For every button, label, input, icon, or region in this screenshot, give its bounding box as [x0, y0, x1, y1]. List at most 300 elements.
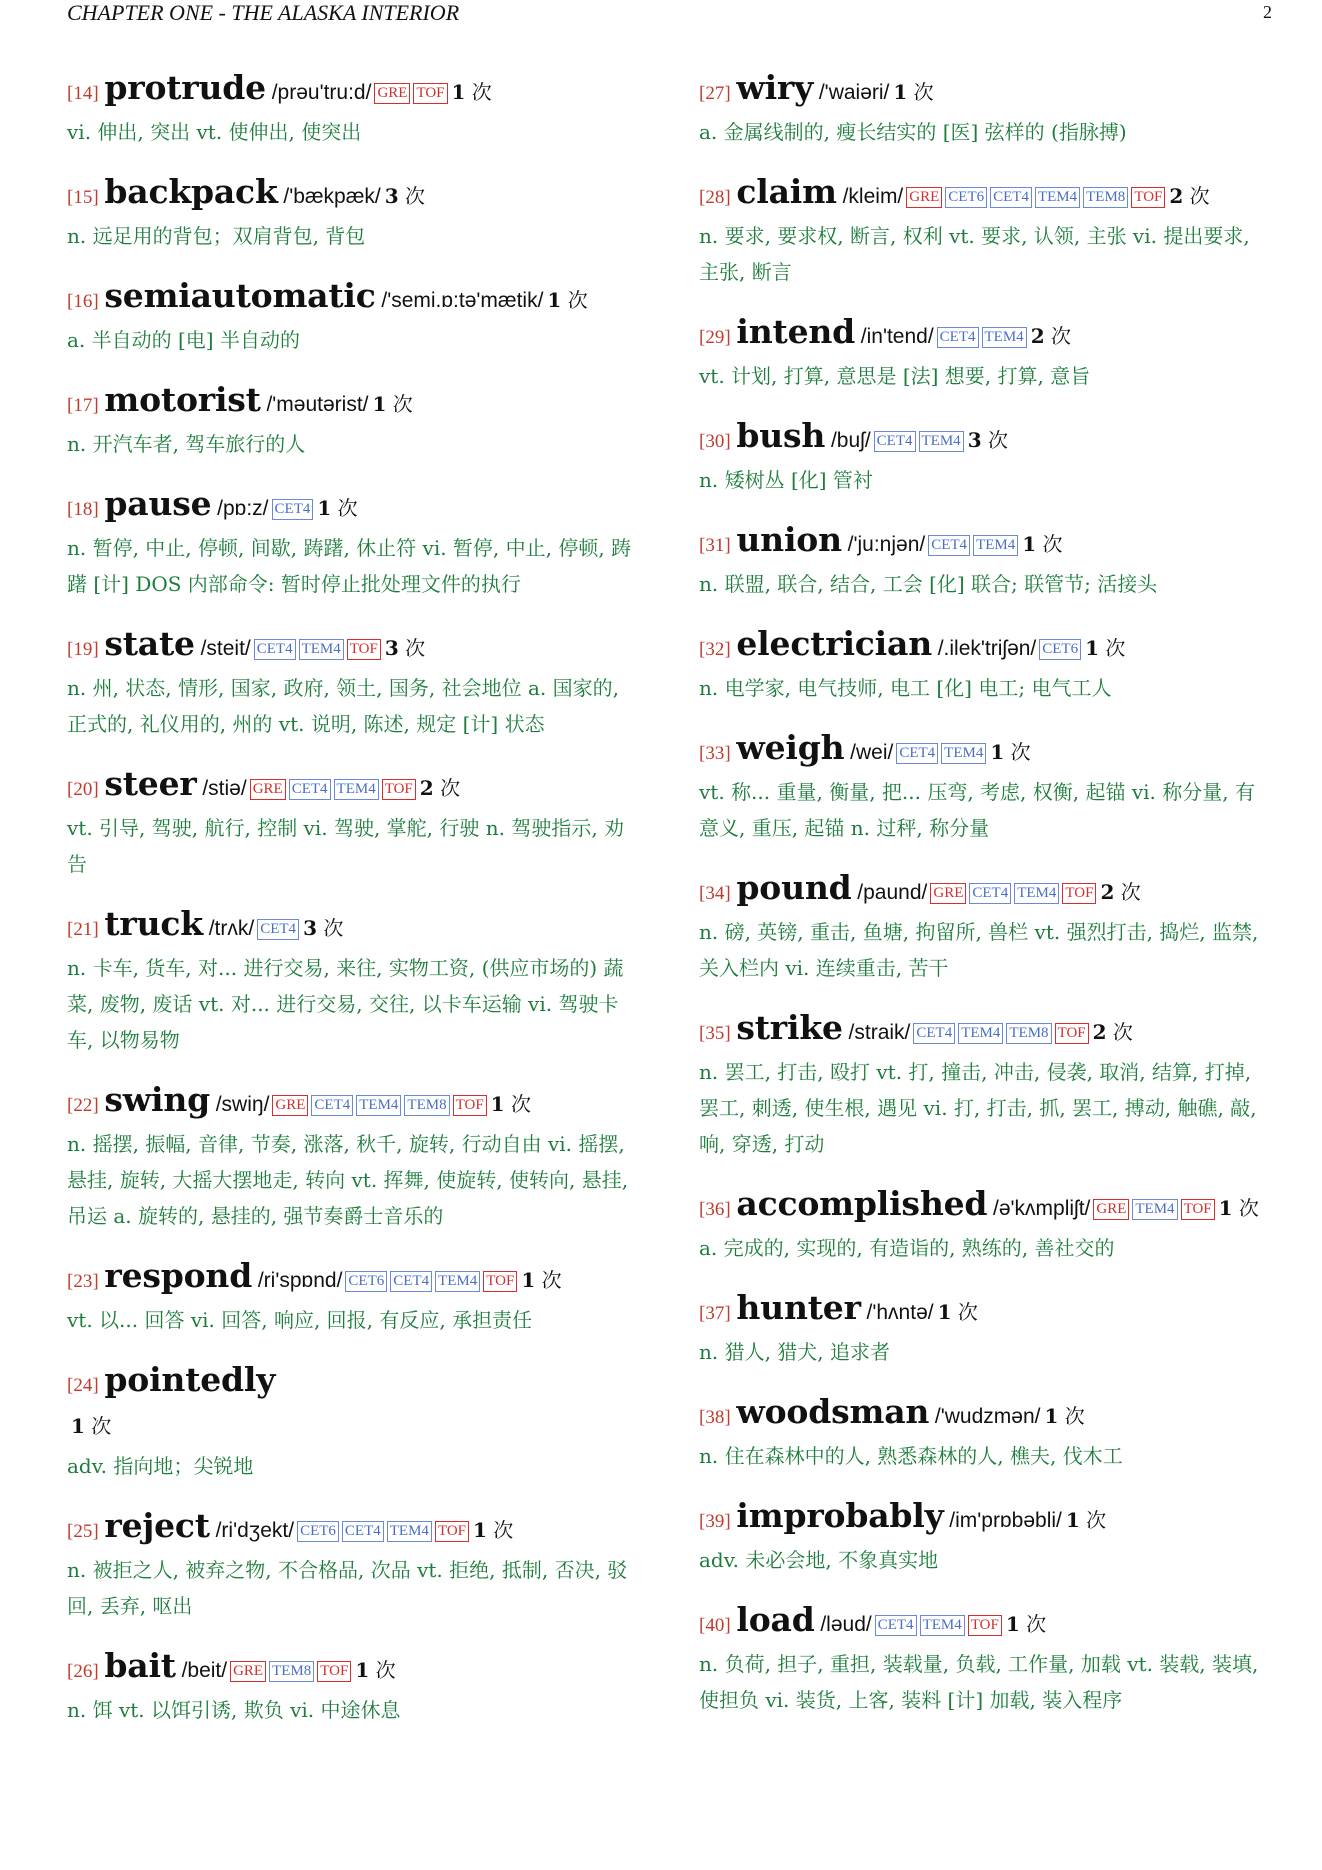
- count-value: 2: [1169, 184, 1184, 208]
- vocab-entry: [699, 868, 1274, 986]
- exam-tag: CET6: [1039, 639, 1081, 660]
- count-unit: 次: [1105, 636, 1126, 660]
- headword: respond: [104, 1256, 253, 1295]
- headword-line: [699, 1600, 1274, 1646]
- definition: vt. 引导, 驾驶, 航行, 控制 vi. 驾驶, 掌舵, 行驶 n. 驾驶指示, 劝告: [67, 816, 625, 876]
- count-unit: 次: [913, 80, 934, 104]
- vocab-entry: [699, 728, 1274, 846]
- headword: weigh: [736, 728, 845, 767]
- phonetic: /in'tend/: [860, 325, 934, 348]
- definition: n. 被拒之人, 被弃之物, 不合格品, 次品 vt. 拒绝, 抵制, 否决, 驳回, 丢弃, 呕出: [67, 1558, 628, 1618]
- count-value: 2: [1030, 324, 1045, 348]
- phonetic: /straik/: [848, 1021, 911, 1044]
- entry-number: [15]: [67, 187, 99, 208]
- definition: n. 开汽车者, 驾车旅行的人: [67, 432, 306, 456]
- definition: vt. 计划, 打算, 意思是 [法] 想要, 打算, 意旨: [699, 364, 1091, 388]
- definition: n. 负荷, 担子, 重担, 装载量, 负载, 工作量, 加载 vt. 装载, 装填, 使担负 vi. 装货, 上客, 装料 [计] 加载, 装入程序: [699, 1652, 1259, 1712]
- entry-number: [37]: [699, 1303, 731, 1324]
- exam-tag: GRE: [230, 1661, 266, 1682]
- page-header: [0, 0, 1322, 30]
- exam-tag: TEM8: [269, 1661, 314, 1682]
- phonetic: /ri'spɒnd/: [257, 1269, 343, 1292]
- definition: n. 饵 vt. 以饵引诱, 欺负 vi. 中途休息: [67, 1698, 401, 1722]
- exam-tag: GRE: [906, 187, 942, 208]
- count-unit: 次: [567, 288, 588, 312]
- frequency-count: [473, 1518, 513, 1542]
- phonetic: /'ju:njən/: [847, 533, 926, 556]
- headword-line: [67, 1360, 642, 1448]
- entry-number: [22]: [67, 1095, 99, 1116]
- headword: hunter: [736, 1288, 861, 1327]
- count-unit: 次: [493, 1518, 514, 1542]
- vocab-entry: [699, 624, 1274, 706]
- exam-tag: CET4: [969, 883, 1011, 904]
- entry-number: [30]: [699, 431, 731, 452]
- vocab-entry: [67, 1506, 642, 1624]
- headword-line: [67, 764, 642, 810]
- vocab-entry: [67, 380, 642, 462]
- frequency-count: [355, 1658, 395, 1682]
- headword: woodsman: [736, 1392, 930, 1431]
- exam-tag: GRE: [272, 1095, 308, 1116]
- count-unit: 次: [1120, 880, 1141, 904]
- exam-tag: CET6: [297, 1521, 339, 1542]
- count-unit: 次: [91, 1414, 112, 1438]
- phonetic: /'hʌntə/: [866, 1301, 934, 1324]
- frequency-count: [1022, 532, 1062, 556]
- definition: n. 暂停, 中止, 停顿, 间歇, 踌躇, 休止符 vi. 暂停, 中止, 停顿, 踌躇 [计] DOS 内部命令: 暂时停止批处理文件的执行: [67, 536, 632, 596]
- headword-line: [67, 1256, 642, 1302]
- exam-tag: CET4: [990, 187, 1032, 208]
- count-unit: 次: [1238, 1196, 1259, 1220]
- entry-number: [33]: [699, 743, 731, 764]
- exam-tag: CET4: [928, 535, 970, 556]
- exam-tag: TEM4: [387, 1521, 432, 1542]
- frequency-count: [938, 1300, 978, 1324]
- headword: intend: [736, 312, 856, 351]
- definition: adv. 指向地；尖锐地: [67, 1454, 254, 1478]
- count-value: 1: [1085, 636, 1100, 660]
- headword-line: [699, 1008, 1274, 1054]
- headword: backpack: [104, 172, 278, 211]
- entry-number: [21]: [67, 919, 99, 940]
- count-value: 2: [419, 776, 434, 800]
- frequency-count: [893, 80, 933, 104]
- exam-tag: TEM4: [958, 1023, 1003, 1044]
- headword: semiautomatic: [104, 276, 376, 315]
- count-value: 1: [1022, 532, 1037, 556]
- frequency-count: [71, 1414, 111, 1438]
- exam-tag: TEM4: [1014, 883, 1059, 904]
- exam-tag: CET4: [289, 779, 331, 800]
- entry-number: [14]: [67, 83, 99, 104]
- entry-number: [36]: [699, 1199, 731, 1220]
- exam-tag: CET4: [913, 1023, 955, 1044]
- definition: vt. 称... 重量, 衡量, 把... 压弯, 考虑, 权衡, 起锚 vi. 称分量, 有意义, 重压, 起锚 n. 过秤, 称分量: [699, 780, 1255, 840]
- exam-tag: GRE: [374, 83, 410, 104]
- headword-line: [699, 312, 1274, 358]
- headword: union: [736, 520, 842, 559]
- headword: protrude: [104, 68, 266, 107]
- vocab-entry: [699, 312, 1274, 394]
- phonetic: /'semi.ɒ:tə'mætik/: [381, 289, 544, 312]
- right-column: [699, 68, 1274, 1740]
- headword-line: [699, 520, 1274, 566]
- count-value: 2: [1092, 1020, 1107, 1044]
- exam-tag: CET4: [272, 499, 314, 520]
- count-value: 3: [384, 636, 399, 660]
- frequency-count: [385, 636, 425, 660]
- exam-tag: GRE: [930, 883, 966, 904]
- phonetic: /swiŋ/: [215, 1093, 270, 1116]
- exam-tag: TEM4: [920, 1615, 965, 1636]
- entry-number: [32]: [699, 639, 731, 660]
- frequency-count: [491, 1092, 531, 1116]
- exam-tag: TEM4: [982, 327, 1027, 348]
- exam-tag: TOF: [453, 1095, 487, 1116]
- exam-tag: CET4: [342, 1521, 384, 1542]
- frequency-count: [385, 184, 425, 208]
- vocab-entry: [699, 1288, 1274, 1370]
- vocab-entry: [699, 1392, 1274, 1474]
- definition: n. 住在森林中的人, 熟悉森林的人, 樵夫, 伐木工: [699, 1444, 1123, 1468]
- frequency-count: [1044, 1404, 1084, 1428]
- headword-line: [67, 1506, 642, 1552]
- exam-tag: CET4: [896, 743, 938, 764]
- frequency-count: [373, 392, 413, 416]
- exam-tag: TOF: [968, 1615, 1002, 1636]
- entry-number: [28]: [699, 187, 731, 208]
- vocab-entry: [67, 68, 642, 150]
- entry-number: [24]: [67, 1375, 99, 1396]
- headword: strike: [736, 1008, 843, 1047]
- headword-line: [67, 68, 642, 114]
- vocab-entry: [67, 904, 642, 1058]
- count-value: 1: [317, 496, 332, 520]
- definition: n. 卡车, 货车, 对... 进行交易, 来往, 实物工资, (供应市场的) 蔬菜, 废物, 废话 vt. 对... 进行交易, 交往, 以卡车运输 vi. 驾驶卡车, 以物易物: [67, 956, 624, 1052]
- headword: truck: [104, 904, 203, 943]
- headword: motorist: [104, 380, 261, 419]
- definition: n. 联盟, 联合, 结合, 工会 [化] 联合; 联管节; 活接头: [699, 572, 1158, 596]
- entry-number: [16]: [67, 291, 99, 312]
- definition: n. 摇摆, 振幅, 音律, 节奏, 涨落, 秋千, 旋转, 行动自由 vi. 摇摆, 悬挂, 旋转, 大摇大摆地走, 转向 vt. 挥舞, 使旋转, 使转向, 悬挂, 吊运 a. 旋转的, 悬挂的, 强节奏爵士音乐的: [67, 1132, 629, 1228]
- vocab-entry: [699, 520, 1274, 602]
- entry-number: [35]: [699, 1023, 731, 1044]
- count-unit: 次: [392, 392, 413, 416]
- exam-tag: TOF: [413, 83, 447, 104]
- definition: n. 远足用的背包；双肩背包, 背包: [67, 224, 366, 248]
- page-number: 2: [1263, 2, 1272, 22]
- exam-tag: TOF: [382, 779, 416, 800]
- exam-tag: TEM4: [299, 639, 344, 660]
- definition: n. 要求, 要求权, 断言, 权利 vt. 要求, 认领, 主张 vi. 提出要求, 主张, 断言: [699, 224, 1250, 284]
- exam-tag: TEM8: [1006, 1023, 1051, 1044]
- headword: wiry: [736, 68, 814, 107]
- exam-tag: TOF: [435, 1521, 469, 1542]
- entry-number: [39]: [699, 1511, 731, 1532]
- phonetic: /buʃ/: [830, 429, 871, 452]
- phonetic: /steit/: [200, 637, 251, 660]
- phonetic: /.ilek'triʃən/: [937, 637, 1037, 660]
- exam-tag: TOF: [1055, 1023, 1089, 1044]
- headword: electrician: [736, 624, 932, 663]
- phonetic: /'bækpæk/: [283, 185, 381, 208]
- phonetic: /wei/: [850, 741, 894, 764]
- count-value: 1: [1005, 1612, 1020, 1636]
- entry-number: [23]: [67, 1271, 99, 1292]
- definition: n. 矮树丛 [化] 管衬: [699, 468, 873, 492]
- count-value: 1: [547, 288, 562, 312]
- phonetic: /'wudzmən/: [934, 1405, 1041, 1428]
- headword: bait: [104, 1646, 176, 1685]
- exam-tag: TEM4: [1035, 187, 1080, 208]
- exam-tag: CET4: [254, 639, 296, 660]
- frequency-count: [1085, 636, 1125, 660]
- entry-number: [34]: [699, 883, 731, 904]
- headword: pause: [104, 484, 212, 523]
- count-value: 1: [71, 1414, 85, 1438]
- vocab-entry: [699, 1184, 1274, 1266]
- exam-tag: TOF: [317, 1661, 351, 1682]
- headword-line: [699, 1392, 1274, 1438]
- frequency-count: [1219, 1196, 1259, 1220]
- count-value: 1: [1065, 1508, 1080, 1532]
- phonetic: /'waiəri/: [818, 81, 890, 104]
- exam-tag: TEM4: [334, 779, 379, 800]
- phonetic: /im'prɒbəbli/: [949, 1509, 1062, 1532]
- count-value: 1: [990, 740, 1005, 764]
- exam-tag: TOF: [483, 1271, 517, 1292]
- exam-tag: CET4: [257, 919, 299, 940]
- headword: pointedly: [104, 1360, 276, 1399]
- headword: accomplished: [736, 1184, 988, 1223]
- entry-number: [38]: [699, 1407, 731, 1428]
- count-value: 3: [384, 184, 399, 208]
- entry-number: [18]: [67, 499, 99, 520]
- exam-tag: TOF: [1062, 883, 1096, 904]
- definition: n. 电学家, 电气技师, 电工 [化] 电工; 电气工人: [699, 676, 1112, 700]
- frequency-count: [452, 80, 492, 104]
- headword: state: [104, 624, 195, 663]
- vocab-entry: [67, 172, 642, 254]
- count-unit: 次: [1189, 184, 1210, 208]
- count-unit: 次: [375, 1658, 396, 1682]
- frequency-count: [420, 776, 460, 800]
- definition: n. 磅, 英镑, 重击, 鱼塘, 拘留所, 兽栏 vt. 强烈打击, 捣烂, 监禁, 关入栏内 vi. 连续重击, 苦干: [699, 920, 1259, 980]
- exam-tag: TEM4: [435, 1271, 480, 1292]
- count-value: 1: [937, 1300, 952, 1324]
- headword-line: [67, 1080, 642, 1126]
- frequency-count: [303, 916, 343, 940]
- headword: reject: [104, 1506, 210, 1545]
- entry-number: [29]: [699, 327, 731, 348]
- vocab-entry: [67, 624, 642, 742]
- vocab-entry: [699, 416, 1274, 498]
- headword-line: [699, 868, 1274, 914]
- count-unit: 次: [323, 916, 344, 940]
- vocab-entry: [67, 1080, 642, 1234]
- headword-line: [699, 172, 1274, 218]
- exam-tag: TOF: [1131, 187, 1165, 208]
- phonetic: /pɒ:z/: [217, 497, 269, 520]
- count-value: 1: [473, 1518, 487, 1542]
- frequency-count: [317, 496, 357, 520]
- exam-tag: CET4: [937, 327, 979, 348]
- vocab-entry: [699, 68, 1274, 150]
- count-unit: 次: [510, 1092, 531, 1116]
- entry-number: [20]: [67, 779, 99, 800]
- headword-line: [699, 1288, 1274, 1334]
- frequency-count: [1169, 184, 1209, 208]
- count-unit: 次: [405, 636, 426, 660]
- definition: n. 州, 状态, 情形, 国家, 政府, 领土, 国务, 社会地位 a. 国家的, 正式的, 礼仪用的, 州的 vt. 说明, 陈述, 规定 [计] 状态: [67, 676, 619, 736]
- headword-line: [67, 624, 642, 670]
- entry-number: [40]: [699, 1615, 731, 1636]
- headword-line: [67, 380, 642, 426]
- entry-number: [26]: [67, 1661, 99, 1682]
- count-unit: 次: [1026, 1612, 1047, 1636]
- vocab-entry: [699, 1496, 1274, 1578]
- count-unit: 次: [1010, 740, 1031, 764]
- exam-tag: CET6: [345, 1271, 387, 1292]
- count-value: 1: [451, 80, 466, 104]
- headword-line: [699, 728, 1274, 774]
- definition: adv. 未必会地, 不象真实地: [699, 1548, 939, 1572]
- chapter-title: CHAPTER ONE - THE ALASKA INTERIOR: [67, 0, 460, 25]
- headword: steer: [104, 764, 197, 803]
- headword: bush: [736, 416, 826, 455]
- phonetic: /ri'dʒekt/: [215, 1519, 295, 1542]
- exam-tag: TEM4: [941, 743, 986, 764]
- headword-line: [699, 416, 1274, 462]
- headword: claim: [736, 172, 837, 211]
- vocab-entry: [67, 484, 642, 602]
- exam-tag: TEM4: [356, 1095, 401, 1116]
- headword: swing: [104, 1080, 210, 1119]
- phonetic: /prəu'tru:d/: [271, 81, 372, 104]
- count-unit: 次: [541, 1268, 562, 1292]
- exam-tag: TEM8: [1083, 187, 1128, 208]
- entry-number: [17]: [67, 395, 99, 416]
- headword-line: [67, 1646, 642, 1692]
- exam-tag: TOF: [1181, 1199, 1215, 1220]
- definition: a. 半自动的 [电] 半自动的: [67, 328, 300, 352]
- count-value: 1: [490, 1092, 505, 1116]
- entry-number: [27]: [699, 83, 731, 104]
- count-value: 3: [967, 428, 982, 452]
- frequency-count: [990, 740, 1030, 764]
- frequency-count: [1031, 324, 1071, 348]
- phonetic: /trʌk/: [208, 917, 255, 940]
- headword-line: [67, 904, 642, 950]
- exam-tag: TEM4: [919, 431, 964, 452]
- count-unit: 次: [1112, 1020, 1133, 1044]
- vocab-entry: [67, 764, 642, 882]
- exam-tag: GRE: [1093, 1199, 1129, 1220]
- left-column: [67, 68, 642, 1750]
- count-value: 1: [521, 1268, 536, 1292]
- count-unit: 次: [957, 1300, 978, 1324]
- vocab-entry: [67, 1360, 642, 1484]
- vocab-entry: [67, 1646, 642, 1728]
- count-unit: 次: [1064, 1404, 1085, 1428]
- exam-tag: CET6: [945, 187, 987, 208]
- headword: load: [736, 1600, 815, 1639]
- frequency-count: [547, 288, 587, 312]
- frequency-count: [968, 428, 1008, 452]
- headword-line: [699, 68, 1274, 114]
- definition: a. 完成的, 实现的, 有造诣的, 熟练的, 善社交的: [699, 1236, 1115, 1260]
- headword: improbably: [736, 1496, 944, 1535]
- exam-tag: GRE: [250, 779, 286, 800]
- entry-number: [25]: [67, 1521, 99, 1542]
- frequency-count: [1100, 880, 1140, 904]
- vocab-entry: [699, 1008, 1274, 1162]
- phonetic: /stiə/: [202, 777, 247, 800]
- exam-tag: TEM8: [404, 1095, 449, 1116]
- definition: vt. 以... 回答 vi. 回答, 响应, 回报, 有反应, 承担责任: [67, 1308, 533, 1332]
- vocab-entry: [67, 1256, 642, 1338]
- count-value: 1: [893, 80, 908, 104]
- count-unit: 次: [471, 80, 492, 104]
- headword-line: [699, 624, 1274, 670]
- entry-number: [19]: [67, 639, 99, 660]
- exam-tag: TEM4: [1132, 1199, 1177, 1220]
- exam-tag: CET4: [311, 1095, 353, 1116]
- exam-tag: CET4: [875, 1615, 917, 1636]
- definition: a. 金属线制的, 瘦长结实的 [医] 弦样的 (指脉搏): [699, 120, 1127, 144]
- exam-tag: TEM4: [973, 535, 1018, 556]
- frequency-count: [1093, 1020, 1133, 1044]
- count-unit: 次: [440, 776, 461, 800]
- headword-line: [67, 172, 642, 218]
- frequency-count: [521, 1268, 561, 1292]
- count-value: 2: [1100, 880, 1115, 904]
- vocab-entry: [699, 1600, 1274, 1718]
- definition: n. 罢工, 打击, 殴打 vt. 打, 撞击, 冲击, 侵袭, 取消, 结算, 打掉, 罢工, 刺透, 使生根, 遇见 vi. 打, 打击, 抓, 罢工, 搏动, 触礁, 敲, 响, 穿透, 打动: [699, 1060, 1257, 1156]
- headword-line: [699, 1184, 1274, 1230]
- exam-tag: TOF: [347, 639, 381, 660]
- phonetic: /ləud/: [820, 1613, 872, 1636]
- definition: vi. 伸出, 突出 vt. 使伸出, 使突出: [67, 120, 362, 144]
- definition: n. 猎人, 猎犬, 追求者: [699, 1340, 891, 1364]
- count-unit: 次: [987, 428, 1008, 452]
- count-unit: 次: [1050, 324, 1071, 348]
- count-value: 3: [303, 916, 317, 940]
- headword-line: [67, 484, 642, 530]
- count-unit: 次: [1042, 532, 1063, 556]
- count-unit: 次: [405, 184, 426, 208]
- count-value: 1: [1044, 1404, 1059, 1428]
- phonetic: /beit/: [181, 1659, 228, 1682]
- count-unit: 次: [1086, 1508, 1107, 1532]
- phonetic: /'məutərist/: [266, 393, 369, 416]
- frequency-count: [1066, 1508, 1106, 1532]
- vocab-entry: [699, 172, 1274, 290]
- count-unit: 次: [337, 496, 358, 520]
- entry-number: [31]: [699, 535, 731, 556]
- phonetic: /kleim/: [842, 185, 904, 208]
- exam-tag: CET4: [390, 1271, 432, 1292]
- frequency-count: [1006, 1612, 1046, 1636]
- count-value: 1: [1218, 1196, 1233, 1220]
- headword-line: [67, 276, 642, 322]
- phonetic: /paund/: [857, 881, 928, 904]
- headword-line: [699, 1496, 1274, 1542]
- vocab-entry: [67, 276, 642, 358]
- count-value: 1: [372, 392, 387, 416]
- count-value: 1: [355, 1658, 370, 1682]
